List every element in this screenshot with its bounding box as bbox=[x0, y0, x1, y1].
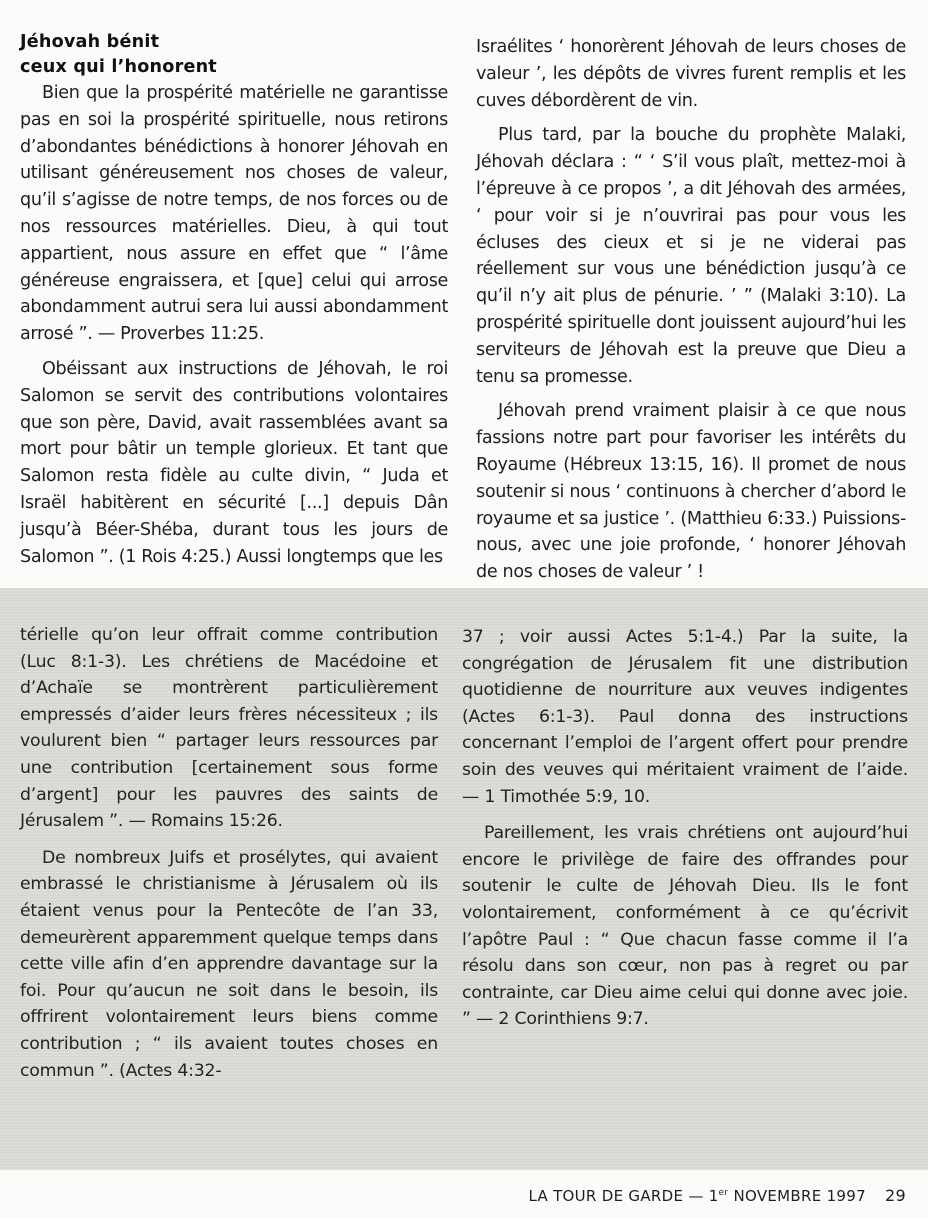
box-column-right bbox=[462, 624, 908, 1033]
article-paragraph-continued: Israélites ‘ honorèrent Jéhovah de leurs choses de valeur ’, les dépôts de vivres furent remplis et les cuves débordèrent de vin. bbox=[476, 37, 906, 111]
page-number: 29 bbox=[885, 1186, 906, 1205]
article-paragraph: Jéhovah prend vraiment plaisir à ce que nous fassions notre part pour favoriser les intérêts du Royaume (Hébreux 13:15, 16). Il promet de nous soutenir si nous ‘ continuons à chercher d’abord le royaume et sa justice ’. (Matthieu 6:33.) Puissions-nous, avec une joie profonde, ‘ honorer Jéhovah de nos choses de valeur ’ ! bbox=[476, 401, 906, 583]
box-paragraph-continued: térielle qu’on leur offrait comme contribution (Luc 8:1-3). Les chrétiens de Macédoine et d’Achaïe se montrèrent particulièrement empressés d’aider leurs frères nécessiteux ; ils voulurent bien “ partager leurs ressources par une contribution [certainement sous forme d’argent] pour les pauvres des saints de Jérusalem ”. — Romains 15:26. bbox=[20, 625, 438, 832]
footer-magazine-title: LA TOUR DE GARDE — bbox=[528, 1187, 704, 1205]
footer-date bbox=[709, 1187, 866, 1205]
footer-day: 1 bbox=[708, 1187, 719, 1205]
sidebar-box bbox=[0, 588, 928, 1170]
section-heading bbox=[20, 30, 448, 80]
section-heading-line-2: ceux qui l’honorent bbox=[20, 57, 217, 77]
section-heading-line-1: Jéhovah bénit bbox=[20, 32, 160, 52]
article-paragraph: Plus tard, par la bouche du prophète Malaki, Jéhovah déclara : “ ‘ S’il vous plaît, mettez-moi à l’épreuve à ce propos ’, a dit Jéhovah des armées, ‘ pour voir si je n’ouvrirai pas pour vous les écluses des cieux et si je ne viderai pas réellement sur vous une bénédiction jusqu’à ce qu’il n’y ait plus de pénurie. ’ ” (Malaki 3:10). La prospérité spirituelle dont jouissent aujourd’hui les serviteurs de Jéhovah est la preuve que Dieu a tenu sa promesse. bbox=[476, 125, 906, 387]
page-footer bbox=[528, 1186, 906, 1205]
footer-day-suffix: er bbox=[718, 1188, 729, 1198]
article-column-left bbox=[20, 30, 448, 570]
article-column-right bbox=[476, 34, 906, 586]
article-paragraph: Obéissant aux instructions de Jéhovah, le roi Salomon se servit des contributions volontaires que son père, David, avait rassemblées avant sa mort pour bâtir un temple glorieux. Et tant que Salomon resta fidèle au culte divin, “ Juda et Israël habitèrent en sécurité [...] depuis Dân jusqu’à Béer-Shéba, durant tous les jours de Salomon ”. (1 Rois 4:25.) Aussi longtemps que les bbox=[20, 358, 448, 567]
footer-month-year: NOVEMBRE 1997 bbox=[733, 1187, 866, 1205]
box-paragraph: Pareillement, les vrais chrétiens ont aujourd’hui encore le privilège de faire des offrandes pour soutenir le culte de Jéhovah Dieu. Ils le font volontairement, conformément à ce qu’écrivit l’apôtre Paul : “ Que chacun fasse comme il l’a résolu dans son cœur, non pas à regret ou par contrainte, car Dieu aime celui qui donne avec joie. ” — 2 Corinthiens 9:7. bbox=[462, 823, 908, 1030]
article-section bbox=[0, 0, 928, 588]
article-paragraph: Bien que la prospérité matérielle ne garantisse pas en soi la prospérité spirituelle, nous retirons d’abondantes bénédictions à honorer Jéhovah en utilisant généreusement nos choses de valeur, qu’il s’agisse de notre temps, de nos forces ou de nos ressources matérielles. Dieu, à qui tout appartient, nous assure en effet que “ l’âme généreuse engraissera, et [que] celui qui arrose abondamment autrui sera lui aussi abondamment arrosé ”. — Proverbes 11:25. bbox=[20, 83, 448, 345]
box-column-left bbox=[20, 622, 438, 1084]
box-paragraph: De nombreux Juifs et prosélytes, qui avaient embrassé le christianisme à Jérusalem où ils étaient venus pour la Pentecôte de l’an 33, demeurèrent apparemment quelque temps dans cette ville afin d’en apprendre davantage sur la foi. Pour qu’aucun ne soit dans le besoin, ils offrirent volontairement leurs biens comme contribution ; “ ils avaient toutes choses en commun ”. (Actes 4:32- bbox=[20, 847, 438, 1081]
box-paragraph-continued: 37 ; voir aussi Actes 5:1-4.) Par la suite, la congrégation de Jérusalem fit une distribution quotidienne de nourriture aux veuves indigentes (Actes 6:1-3). Paul donna des instructions concernant l’emploi de l’argent offert pour prendre soin des veuves qui méritaient vraiment de l’aide. — 1 Timothée 5:9, 10. bbox=[462, 627, 908, 807]
